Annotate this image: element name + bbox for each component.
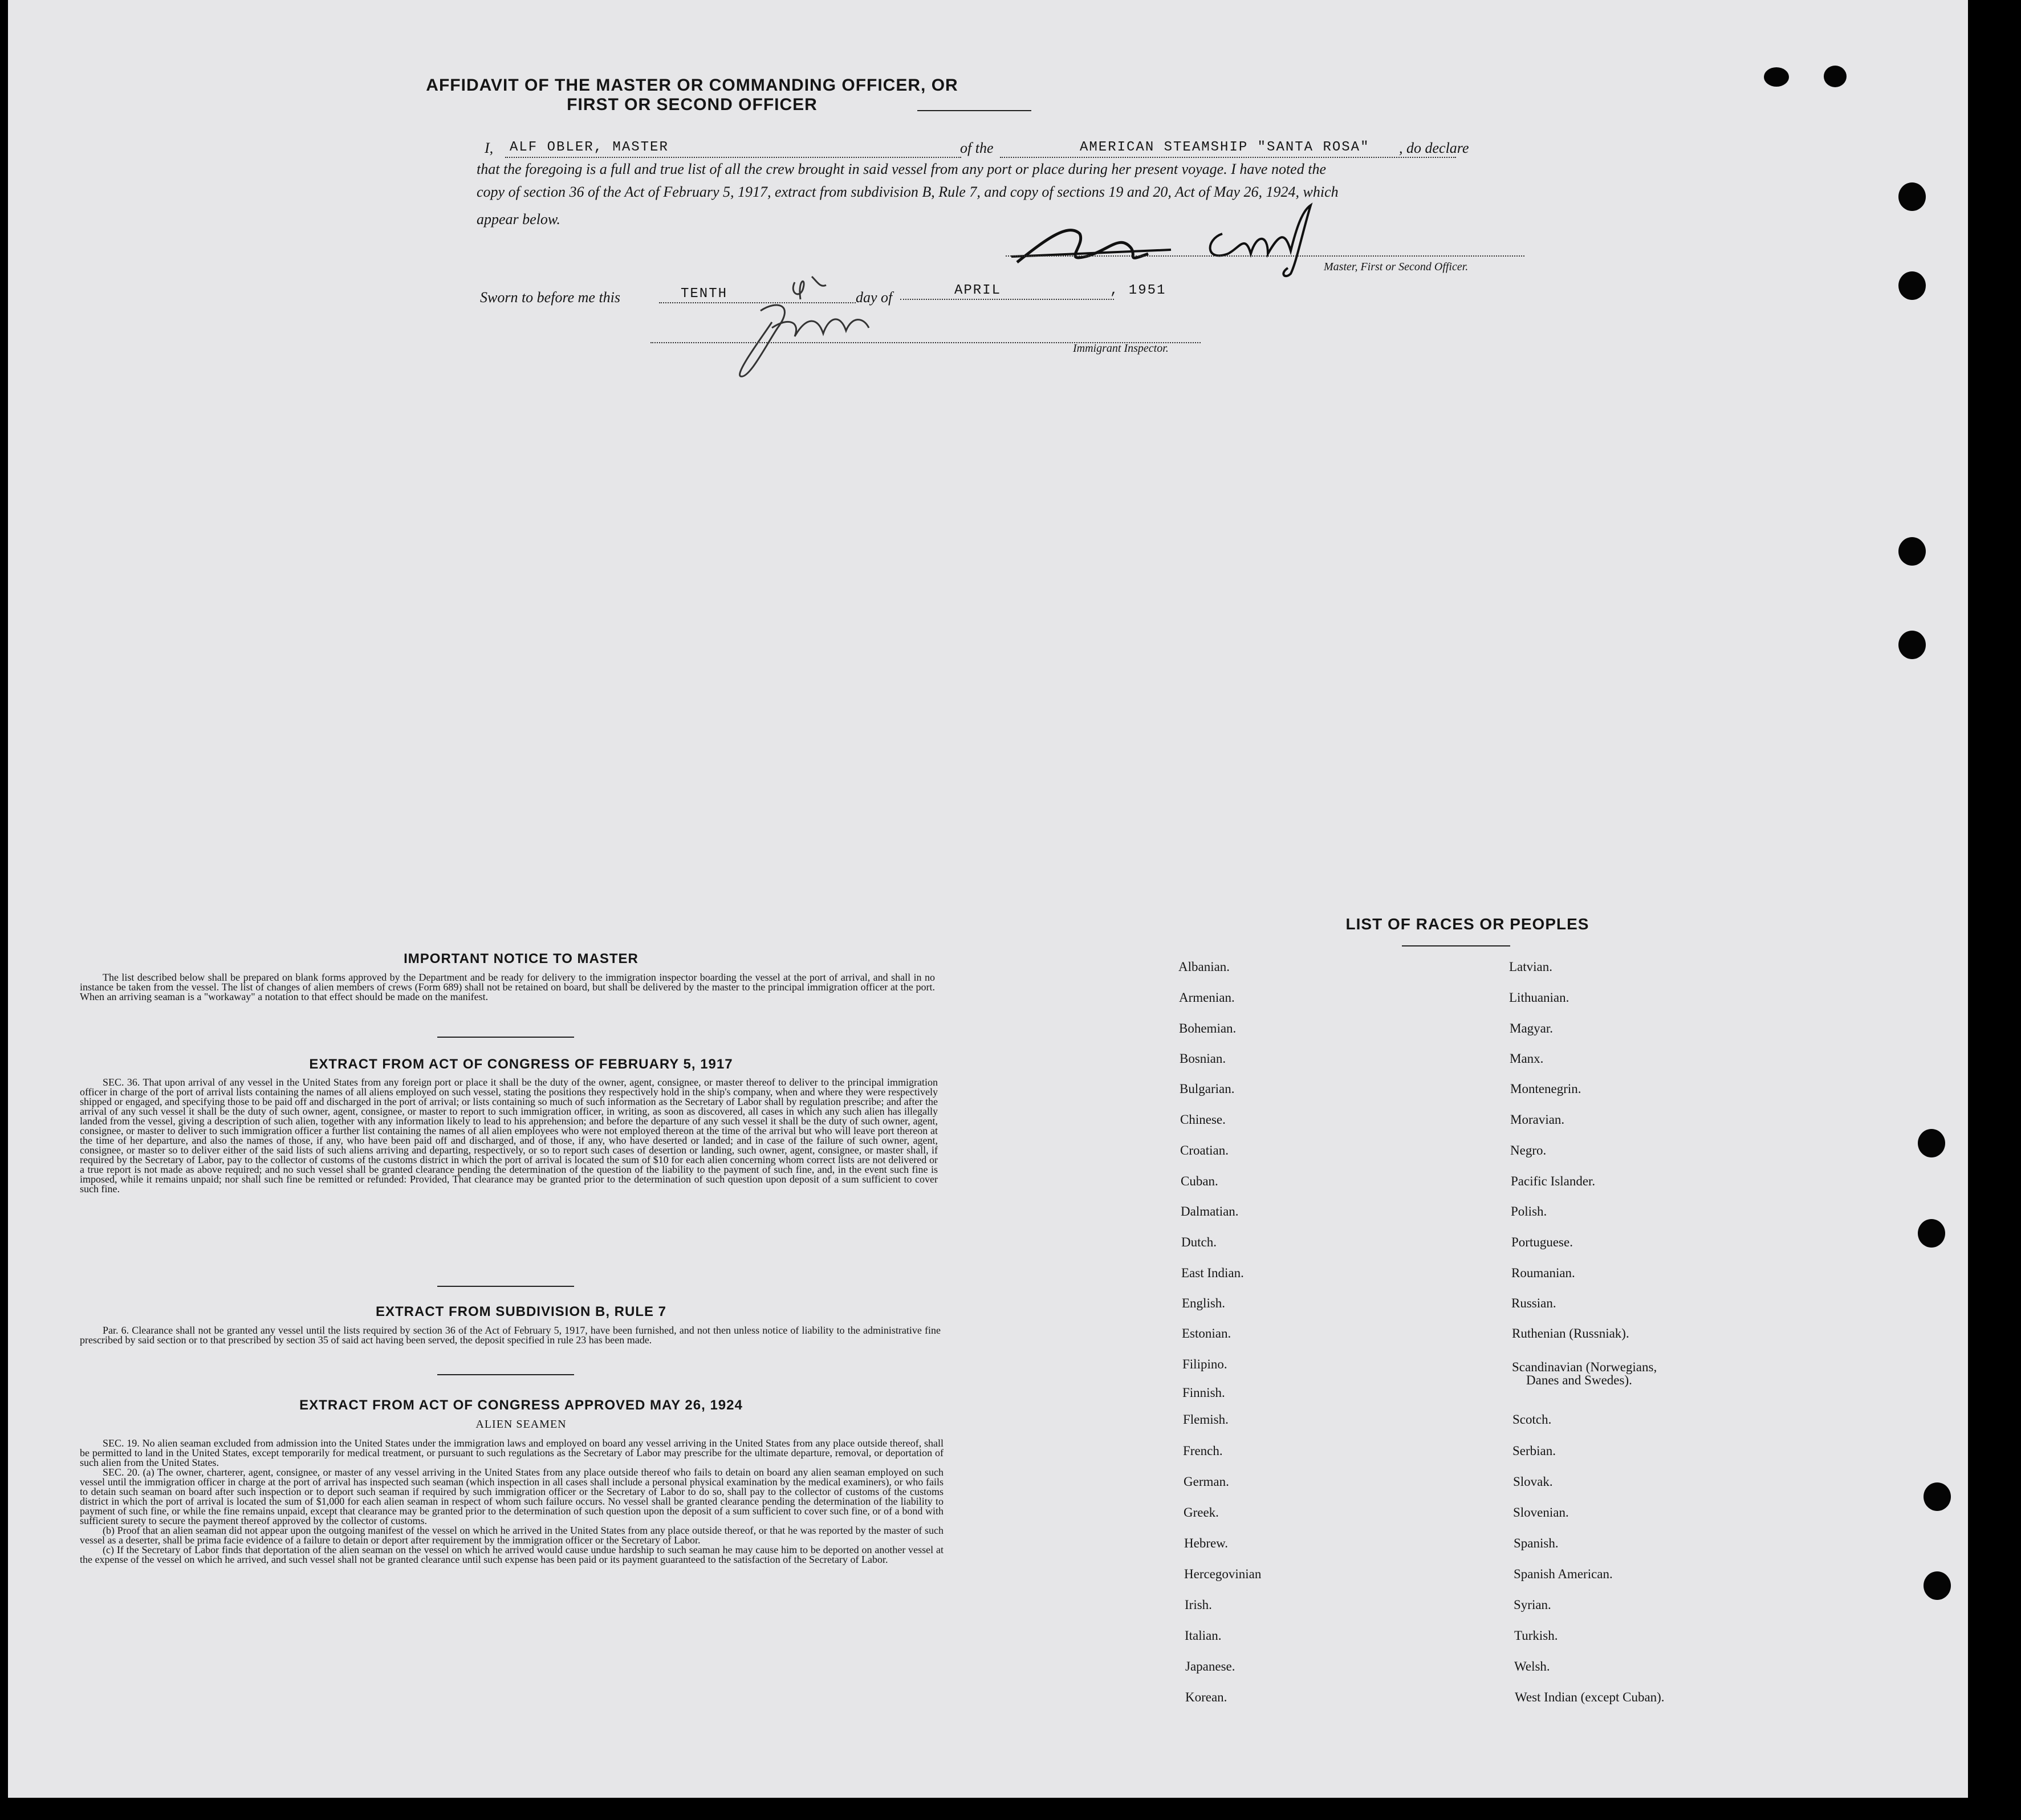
inspector-signature: [726, 259, 897, 391]
race-item: German.: [1184, 1474, 1229, 1489]
race-item: Albanian.: [1178, 960, 1230, 974]
race-item: Danes and Swedes).: [1526, 1373, 1632, 1387]
sworn-month-dotted-line: [900, 299, 1114, 300]
race-item: Spanish American.: [1514, 1567, 1613, 1581]
declaration-line-4: appear below.: [477, 211, 560, 228]
race-item: Scandinavian (Norwegians,: [1512, 1360, 1657, 1374]
i-label: I,: [485, 140, 494, 156]
subdivision-b-body: [80, 1326, 941, 1345]
race-item: Slovak.: [1513, 1474, 1553, 1489]
race-item: Polish.: [1511, 1204, 1547, 1218]
punch-hole: [1824, 66, 1847, 87]
master-caption: Master, First or Second Officer.: [1324, 261, 1469, 273]
punch-hole: [1918, 1219, 1945, 1248]
race-item: Hebrew.: [1184, 1536, 1229, 1550]
subdivision-b-title: EXTRACT FROM SUBDIVISION B, RULE 7: [375, 1304, 667, 1319]
race-item: Slovenian.: [1513, 1505, 1569, 1520]
race-item: Italian.: [1185, 1628, 1222, 1643]
master-name-field: ALF OBLER, MASTER: [510, 140, 669, 155]
race-item: Dalmatian.: [1181, 1204, 1239, 1218]
race-item: Ruthenian (Russniak).: [1512, 1326, 1629, 1340]
punch-hole: [1898, 182, 1926, 211]
race-item: Spanish.: [1514, 1536, 1559, 1550]
race-item: Croatian.: [1180, 1143, 1229, 1157]
race-item: Manx.: [1510, 1051, 1544, 1066]
race-item: Cuban.: [1181, 1174, 1218, 1188]
par-6-paragraph: Par. 6. Clearance shall not be granted any vessel until the lists required by section 36 of the Act of February 5, 1917, have been furnished, and not then unless notice of liability to the administrative fine prescribed by said section or to that prescribed by section 35 of said act having been served, the deposit specified in rule 23 has been made.: [80, 1325, 941, 1346]
race-item: Bulgarian.: [1180, 1082, 1235, 1096]
race-item: Latvian.: [1509, 960, 1552, 974]
sworn-day-field: TENTH: [681, 286, 728, 302]
section-36-paragraph: SEC. 36. That upon arrival of any vessel in the United States from any foreign port or place it shall be the duty of the owner, agent, consignee, or master thereof to deliver to the principal immigration officer in charge of the port of arrival lists containing the names of all aliens employed on such vessel, stating the positions they respectively hold in the ship's company, when and where they were respectively shipped or engaged, and specifying those to be paid off and discharged in the port of arrival; or lists containing so much of such information as the Secretary of Labor shall by regulation prescribe; and after the arrival of any such vessel it shall be the duty of such owner, agent, consignee, or master to report to such immigration officer, in writing, as soon as discovered, all cases in which any such alien has illegally landed from the vessel, giving a description of such alien, together with any information likely to lead to his apprehension; and before the departure of any such vessel it shall be the duty of such owner, agent, consignee, or master to deliver to such immigration officer a further list containing the names of all alien employees who were not employed thereon at the time of the arrival but who will leave port thereon at the time of her departure, and also the names of those, if any, who have been paid off and discharged, and of those, if any, who have deserted or landed; and in case of the failure of such owner, agent, consignee, or master so to deliver either of the said lists of such aliens arriving and departing, respectively, or so to report such cases of desertion or landing, such owner, agent, consignee, or master shall, if required by the Secretary of Labor, pay to the collector of customs of the customs district in which the port of arrival is located the sum of $10 for each alien concerning whom correct lists are not delivered or a true report is not made as above required; and no such vessel shall be granted clearance pending the determination of the question of the liability to the payment of such fine, and, in the event such fine is imposed, while it remains unpaid; nor shall such fine be remitted or refunded: Provided, That clearance may be granted prior to the determination of such question upon deposit of a sum sufficient to cover such fine.: [80, 1076, 938, 1195]
master-signature: [1000, 200, 1342, 279]
race-item: Russian.: [1511, 1296, 1556, 1310]
form-sheet: [8, 0, 1968, 1798]
race-item: Hercegovinian: [1184, 1567, 1262, 1581]
race-item: Japanese.: [1185, 1659, 1235, 1673]
race-item: Armenian.: [1179, 990, 1235, 1005]
title-underline: [917, 110, 1031, 111]
race-item: Korean.: [1185, 1690, 1227, 1704]
race-item: Serbian.: [1512, 1444, 1556, 1458]
race-item: Syrian.: [1514, 1598, 1551, 1612]
race-item: Irish.: [1185, 1598, 1212, 1612]
section-20c-paragraph: (c) If the Secretary of Labor finds that deportation of the alien seaman on the vessel on which he arrived would cause undue hardship to such seaman he may cause him to be deported on another vessel at the expense of the vessel on which he arrived, and such vessel shall not be granted clearance until such expense has been paid or its payment guaranteed to the satisfaction of the Secretary of Labor.: [80, 1544, 944, 1565]
race-item: Portuguese.: [1511, 1235, 1573, 1249]
race-item: Pacific Islander.: [1511, 1174, 1596, 1188]
race-item: Bosnian.: [1180, 1051, 1226, 1066]
day-of-label: day of: [856, 289, 893, 306]
section-19-paragraph: SEC. 19. No alien seaman excluded from admission into the United States under the immigration laws and employed on board any vessel arriving in the United States from any place outside thereof, shall be permitted to land in the United States, except temporarily for medical treatment, or pursuant to such regulations as the Secretary of Labor may prescribe for the ultimate departure, removal, or deportation of such alien from the United States.: [80, 1437, 944, 1468]
inspector-caption: Immigrant Inspector.: [1073, 342, 1169, 355]
race-item: Scotch.: [1512, 1412, 1552, 1427]
master-signature-line: [1006, 255, 1524, 257]
notice-paragraph: The list described below shall be prepared on blank forms approved by the Department and be ready for delivery to the immigration inspector boarding the vessel at the port of arrival, and shall in no instance be taken from the vessel. The list of changes of alien members of crews (Form 689) shall not be retained on board, but shall be delivered by the master to the principal immigration officer at the port. When an arriving seaman is a "workaway" a notation to that effect should be made on the manifest.: [80, 972, 935, 1002]
punch-hole: [1898, 631, 1926, 659]
races-title-underline: [1402, 945, 1510, 946]
declaration-line-3: copy of section 36 of the Act of February 5, 1917, extract from subdivision B, Rule 7, and copy of sections 19 and 20, Act of May 26, 1924, which: [477, 184, 1339, 200]
race-item: Welsh.: [1514, 1659, 1550, 1673]
race-item: Chinese.: [1180, 1112, 1226, 1127]
race-item: Flemish.: [1183, 1412, 1229, 1427]
race-item: Bohemian.: [1179, 1021, 1237, 1035]
race-item: Roumanian.: [1511, 1266, 1575, 1280]
alien-seamen-subtitle: ALIEN SEAMEN: [475, 1418, 567, 1431]
punch-hole: [1924, 1571, 1951, 1600]
race-item: Montenegrin.: [1510, 1082, 1581, 1096]
divider-3: [437, 1374, 574, 1375]
punch-hole: [1764, 67, 1789, 87]
race-item: Estonian.: [1182, 1326, 1231, 1340]
races-title: LIST OF RACES OR PEOPLES: [1345, 915, 1589, 933]
do-declare-label: , do declare: [1399, 140, 1469, 156]
extract-1917-body: [80, 1078, 938, 1194]
divider-2: [437, 1286, 574, 1287]
race-item: Greek.: [1184, 1505, 1219, 1520]
race-item: Moravian.: [1510, 1112, 1565, 1127]
punch-hole: [1924, 1482, 1951, 1511]
race-item: French.: [1183, 1444, 1223, 1458]
sworn-label: Sworn to before me this: [480, 289, 621, 306]
race-item: Filipino.: [1182, 1357, 1227, 1371]
section-20a-paragraph: SEC. 20. (a) The owner, charterer, agent, consignee, or master of any vessel arriving in the United States from any place outside thereof who fails to detain on board any alien seaman employed on such vessel until the immigration officer in charge at the port of arrival has inspected such seaman (which inspection in all cases shall include a personal physical examination by the medical examiners), or who fails to detain such seaman on board after such inspection or to deport such seaman if required by such immigration officer or the Secretary of Labor to do so, shall pay to the collector of customs of the customs district in which the port of arrival is located the sum of $1,000 for each alien seaman in respect of whom such failure occurs. No vessel shall be granted clearance pending the determination of the liability to payment of such fine, or while the fine remains unpaid, except that clearance may be granted prior to the determination of such question upon the deposit of a sum sufficient to cover such fine, or of a bond with sufficient surety to secure the payment thereof approved by the collector of customs.: [80, 1466, 944, 1526]
notice-title: IMPORTANT NOTICE TO MASTER: [404, 951, 639, 966]
punch-hole: [1918, 1129, 1945, 1157]
punch-hole: [1898, 537, 1926, 566]
race-item: Turkish.: [1514, 1628, 1558, 1643]
race-item: Finnish.: [1182, 1386, 1225, 1400]
vessel-name-dotted-line: [1000, 157, 1456, 158]
race-item: Lithuanian.: [1509, 990, 1569, 1005]
race-item: East Indian.: [1181, 1266, 1244, 1280]
master-name-dotted-line: [505, 157, 961, 158]
race-item: Negro.: [1510, 1143, 1547, 1157]
divider-1: [437, 1037, 574, 1038]
race-item: English.: [1182, 1296, 1226, 1310]
vessel-name-field: AMERICAN STEAMSHIP "SANTA ROSA": [1080, 140, 1370, 155]
extract-1917-title: EXTRACT FROM ACT OF CONGRESS OF FEBRUARY 5, 1917: [309, 1057, 733, 1072]
notice-body: [80, 973, 935, 1002]
extract-1924-body: [80, 1439, 944, 1565]
sworn-month-field: APRIL: [954, 283, 1002, 298]
race-item: Dutch.: [1181, 1235, 1217, 1249]
race-item: West Indian (except Cuban).: [1515, 1690, 1665, 1704]
section-20b-paragraph: (b) Proof that an alien seaman did not appear upon the outgoing manifest of the vessel on which he arrived in the United States from any place outside thereof, or that he was reported by the master of such vessel as a deserter, shall be prima facie evidence of a failure to detain or deport after requirement by the immigration officer or the Secretary of Labor.: [80, 1525, 944, 1546]
race-item: Magyar.: [1510, 1021, 1554, 1035]
sworn-year-field: , 1951: [1110, 283, 1166, 298]
punch-hole: [1898, 271, 1926, 300]
of-the-label: of the: [960, 140, 994, 156]
affidavit-title: AFFIDAVIT OF THE MASTER OR COMMANDING OFFICER, OR FIRST OR SECOND OFFICER: [426, 76, 958, 114]
extract-1924-title: EXTRACT FROM ACT OF CONGRESS APPROVED MAY 26, 1924: [299, 1398, 743, 1413]
declaration-line-2: that the foregoing is a full and true list of all the crew brought in said vessel from any port or place during her present voyage. I have noted the: [477, 161, 1326, 177]
